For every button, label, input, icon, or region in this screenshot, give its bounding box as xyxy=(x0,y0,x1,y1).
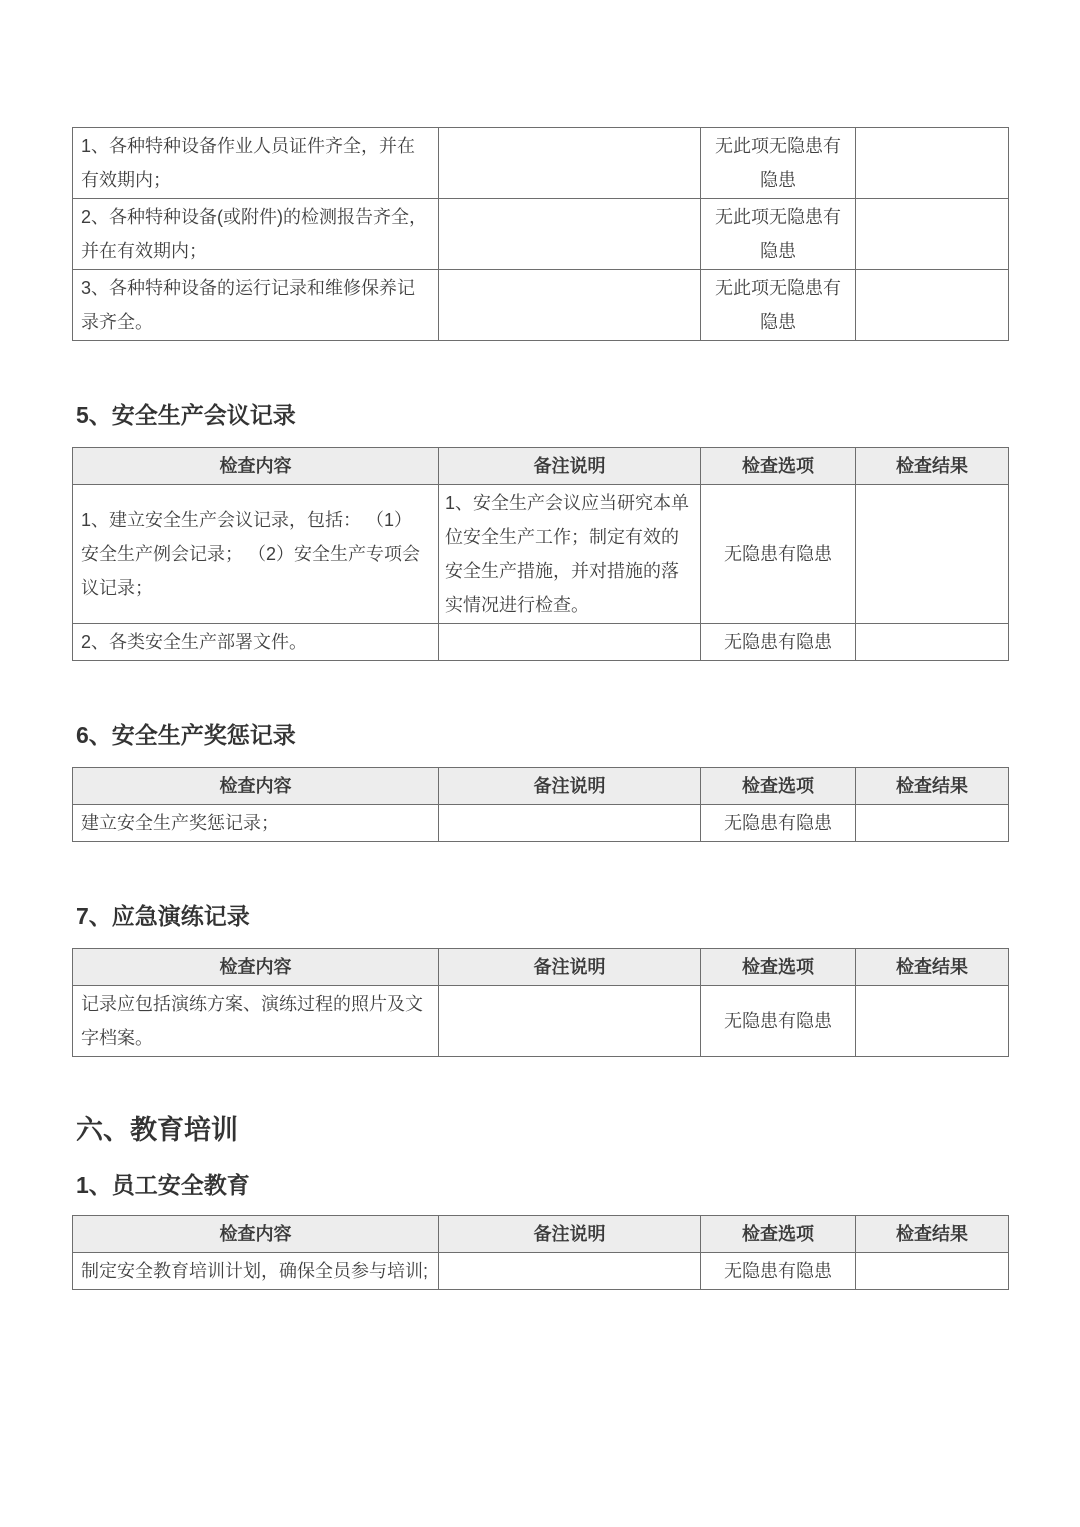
column-header-content: 检查内容 xyxy=(73,768,439,805)
column-header-result: 检查结果 xyxy=(856,949,1009,986)
column-header-options: 检查选项 xyxy=(701,448,856,485)
result-cell xyxy=(856,624,1009,661)
result-cell xyxy=(856,270,1009,341)
content-cell: 3、各种特种设备的运行记录和维修保养记录齐全。 xyxy=(73,270,439,341)
table-row xyxy=(73,485,1009,624)
options-cell: 无隐患有隐患 xyxy=(701,1253,856,1290)
chapter-heading-education-training: 六、教育培训 xyxy=(76,1115,238,1145)
note-cell xyxy=(439,1253,701,1290)
meeting-records-table xyxy=(72,447,1009,661)
content-cell: 2、各类安全生产部署文件。 xyxy=(73,624,439,661)
options-cell: 无隐患有隐患 xyxy=(701,624,856,661)
column-header-note: 备注说明 xyxy=(439,448,701,485)
reward-punishment-table xyxy=(72,767,1009,842)
column-header-note: 备注说明 xyxy=(439,1216,701,1253)
column-header-note: 备注说明 xyxy=(439,949,701,986)
content-cell: 建立安全生产奖惩记录； xyxy=(73,805,439,842)
column-header-result: 检查结果 xyxy=(856,1216,1009,1253)
options-cell: 无此项无隐患有隐患 xyxy=(701,270,856,341)
options-cell: 无此项无隐患有隐患 xyxy=(701,199,856,270)
content-cell: 制定安全教育培训计划，确保全员参与培训; xyxy=(73,1253,439,1290)
section-heading-emergency-drill: 7、应急演练记录 xyxy=(76,903,250,929)
options-cell: 无此项无隐患有隐患 xyxy=(701,128,856,199)
note-cell xyxy=(439,270,701,341)
special-equipment-table xyxy=(72,127,1009,341)
employee-safety-education-table xyxy=(72,1215,1009,1290)
table-row xyxy=(73,270,1009,341)
content-cell: 1、建立安全生产会议记录，包括： （1）安全生产例会记录； （2）安全生产专项会议记录； xyxy=(73,485,439,624)
table-row xyxy=(73,1253,1009,1290)
result-cell xyxy=(856,986,1009,1057)
result-cell xyxy=(856,805,1009,842)
note-cell xyxy=(439,805,701,842)
result-cell xyxy=(856,199,1009,270)
options-cell: 无隐患有隐患 xyxy=(701,805,856,842)
column-header-result: 检查结果 xyxy=(856,448,1009,485)
section-heading-employee-safety-education: 1、员工安全教育 xyxy=(76,1172,250,1198)
note-cell: 1、安全生产会议应当研究本单位安全生产工作；制定有效的安全生产措施，并对措施的落实情况进行检查。 xyxy=(439,485,701,624)
result-cell xyxy=(856,1253,1009,1290)
column-header-options: 检查选项 xyxy=(701,1216,856,1253)
column-header-note: 备注说明 xyxy=(439,768,701,805)
column-header-content: 检查内容 xyxy=(73,448,439,485)
note-cell xyxy=(439,986,701,1057)
options-cell: 无隐患有隐患 xyxy=(701,986,856,1057)
section-heading-reward-punishment: 6、安全生产奖惩记录 xyxy=(76,722,296,748)
table-row xyxy=(73,199,1009,270)
emergency-drill-table xyxy=(72,948,1009,1057)
column-header-content: 检查内容 xyxy=(73,1216,439,1253)
table-row xyxy=(73,986,1009,1057)
note-cell xyxy=(439,624,701,661)
column-header-options: 检查选项 xyxy=(701,768,856,805)
options-cell: 无隐患有隐患 xyxy=(701,485,856,624)
content-cell: 2、各种特种设备(或附件)的检测报告齐全，并在有效期内； xyxy=(73,199,439,270)
table-row xyxy=(73,128,1009,199)
table-header-row xyxy=(73,448,1009,485)
table-row xyxy=(73,805,1009,842)
result-cell xyxy=(856,485,1009,624)
result-cell xyxy=(856,128,1009,199)
content-cell: 记录应包括演练方案、演练过程的照片及文字档案。 xyxy=(73,986,439,1057)
column-header-options: 检查选项 xyxy=(701,949,856,986)
table-row xyxy=(73,624,1009,661)
column-header-result: 检查结果 xyxy=(856,768,1009,805)
table-header-row xyxy=(73,949,1009,986)
content-cell: 1、各种特种设备作业人员证件齐全，并在有效期内； xyxy=(73,128,439,199)
section-heading-meeting-records: 5、安全生产会议记录 xyxy=(76,402,296,428)
note-cell xyxy=(439,199,701,270)
table-header-row xyxy=(73,1216,1009,1253)
note-cell xyxy=(439,128,701,199)
table-header-row xyxy=(73,768,1009,805)
column-header-content: 检查内容 xyxy=(73,949,439,986)
